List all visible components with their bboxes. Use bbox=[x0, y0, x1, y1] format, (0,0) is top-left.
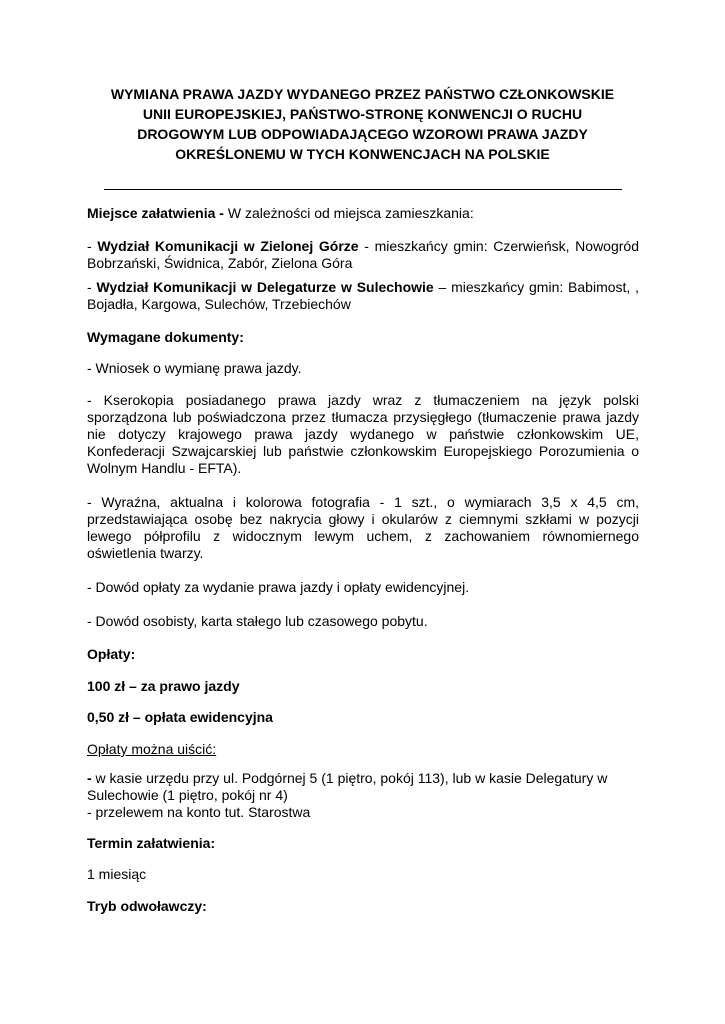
place-label: Miejsce załatwienia - bbox=[87, 205, 224, 221]
fees-heading: Opłaty: bbox=[87, 646, 136, 662]
document-item: - Wniosek o wymianę prawa jazdy. bbox=[87, 360, 302, 376]
office-description: – mieszkańcy gmin: Babimost, , Bojadła, Kargowa, Sulechów, Trzebiechów bbox=[87, 279, 639, 312]
place-paragraph bbox=[87, 205, 639, 222]
payment-cash-desk bbox=[87, 770, 639, 804]
office-zielona-gora bbox=[87, 238, 639, 272]
deadline-heading: Termin załatwienia: bbox=[87, 835, 216, 851]
deadline-value: 1 miesiąc bbox=[87, 866, 147, 882]
document-item: - Dowód opłaty za wydanie prawa jazdy i opłaty ewidencyjnej. bbox=[87, 579, 470, 595]
document-item: - Dowód osobisty, karta stałego lub czasowego pobytu. bbox=[87, 613, 428, 629]
appeal-heading: Tryb odwoławczy: bbox=[87, 898, 207, 914]
payment-methods-label-text: Opłaty można uiścić: bbox=[87, 741, 217, 757]
payment-cash-text: w kasie urzędu przy ul. Podgórnej 5 (1 piętro, pokój 113), lub w kasie Delegatury w Sulechowie (1 piętro, pokój nr 4) bbox=[87, 770, 608, 803]
documents-heading: Wymagane dokumenty: bbox=[87, 329, 244, 345]
document-item: - Wyraźna, aktualna i kolorowa fotografia - 1 szt., o wymiarach 3,5 x 4,5 cm, przedstawiająca osobę bez nakrycia głowy i okularów z ciemnymi szkłami w pozycji lewego półprofilu z widocznym lewym uchem, z zachowaniem równomiernego oświetlenia twarzy. bbox=[87, 494, 639, 561]
fee-registration: 0,50 zł – opłata ewidencyjna bbox=[87, 709, 273, 725]
title-line: UNII EUROPEJSKIEJ, PAŃSTWO-STRONĘ KONWENCJI O RUCHU bbox=[142, 106, 583, 122]
payment-dash: - bbox=[87, 770, 92, 786]
payment-methods bbox=[87, 770, 639, 821]
payment-transfer: - przelewem na konto tut. Starostwa bbox=[87, 804, 311, 820]
office-dash: - bbox=[87, 238, 98, 254]
payment-methods-label bbox=[87, 741, 639, 758]
office-sulechow bbox=[87, 279, 639, 313]
title-line: OKREŚLONEMU W TYCH KONWENCJACH NA POLSKIE bbox=[175, 146, 550, 162]
title-line: DROGOWYM LUB ODPOWIADAJĄCEGO WZOROWI PRAWA JAZDY bbox=[137, 126, 588, 142]
title-divider bbox=[104, 189, 622, 190]
office-name: Wydział Komunikacji w Zielonej Górze bbox=[97, 238, 359, 254]
title-line: WYMIANA PRAWA JAZDY WYDANEGO PRZEZ PAŃSTWO CZŁONKOWSKIE bbox=[110, 86, 615, 102]
place-text: W zależności od miejsca zamieszkania: bbox=[223, 205, 474, 221]
office-name: Wydział Komunikacji w Delegaturze w Sulechowie bbox=[96, 279, 434, 295]
fee-driving-licence: 100 zł – za prawo jazdy bbox=[87, 678, 240, 694]
office-description: - mieszkańcy gmin: Czerwieńsk, Nowogród Bobrzański, Świdnica, Zabór, Zielona Góra bbox=[87, 238, 639, 271]
document-item: - Kserokopia posiadanego prawa jazdy wraz z tłumaczeniem na język polski sporządzona lub poświadczona przez tłumacza przysięgłego (tłumaczenie prawa jazdy nie dotyczy krajowego prawa jazdy wydanego w państwie członkowskim UE, Konfederacji Szwajcarskiej lub państwie członkowskim Europejskiego Porozumienia o Wolnym Handlu - EFTA). bbox=[87, 392, 639, 476]
office-dash: - bbox=[87, 279, 97, 295]
document-title bbox=[60, 84, 665, 164]
